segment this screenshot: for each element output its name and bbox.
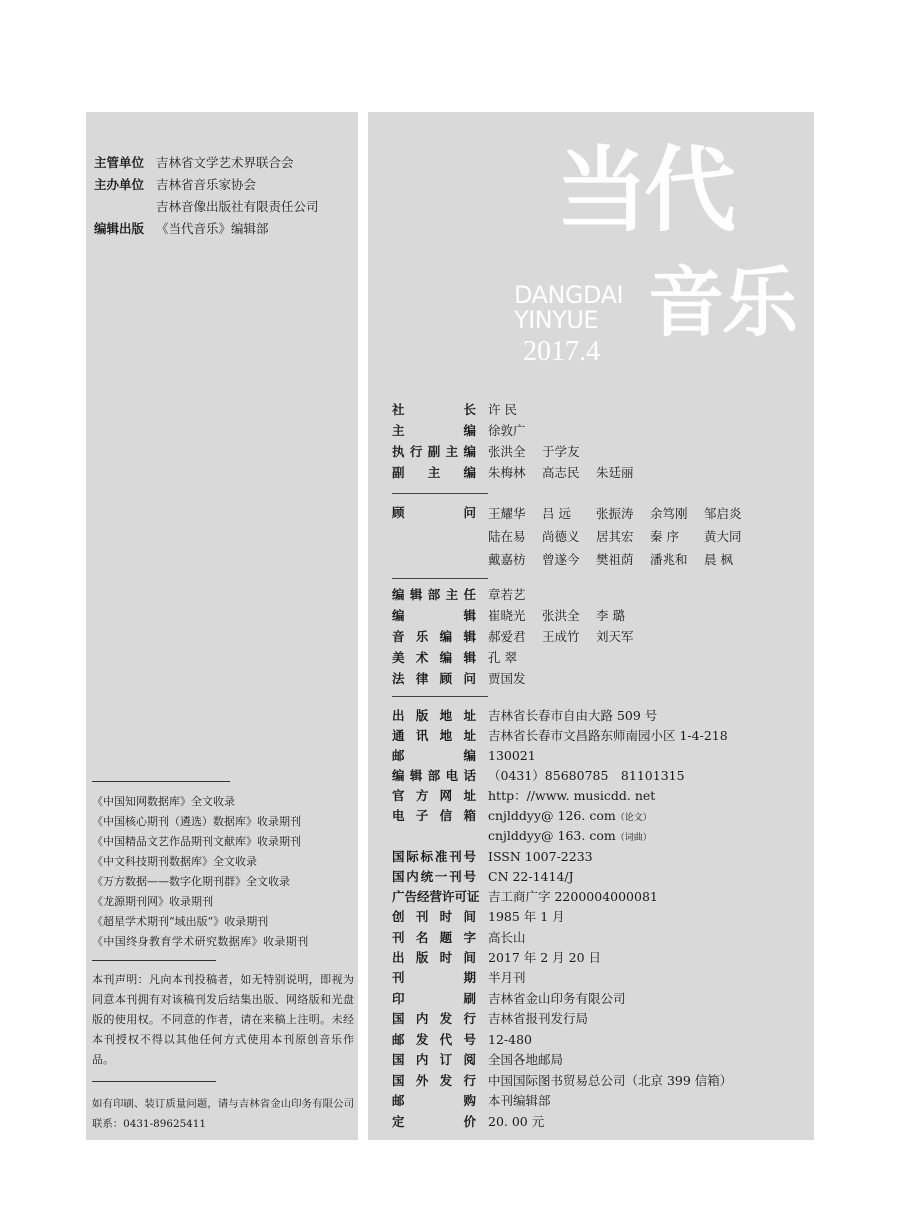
info-row [392,869,574,885]
masthead-calligraphy-bottom: 音乐 [648,258,796,347]
info-label: 国内发行 [392,1011,476,1026]
info-value: 吉林省长春市自由大路 509 号 [488,708,658,723]
staff-label: 副主编 [392,465,476,480]
info-value: 吉林省长春市文昌路东师南园小区 1-4-218 [488,728,728,743]
publisher-value: 吉林省音乐家协会 [156,177,257,192]
info-value: ISSN 1007-2233 [488,849,593,864]
info-label: 邮购 [392,1093,476,1108]
advisor-name: 戴嘉枋 [488,552,526,567]
masthead-latin-line1: DANGDAI [514,281,624,309]
divider [92,960,216,961]
advisor-name: 张振涛 [596,506,634,521]
advisor-name: 居其宏 [596,529,634,544]
info-label: 邮发代号 [392,1032,476,1047]
advisor-name: 尚德义 [542,529,580,544]
info-label: 编辑部电话 [392,768,476,783]
info-row [392,768,685,784]
advisor-name: 秦 序 [650,529,679,544]
info-label: 邮编 [392,748,476,763]
info-label: 广告经营许可证 [392,889,480,904]
info-row [392,1052,563,1068]
info-value: 中国国际图书贸易总公司（北京 399 信箱） [488,1073,733,1088]
advisor-name: 邹启炎 [704,506,742,521]
info-value: 半月刊 [488,970,526,985]
database-item: 《中国核心期刊（遴选）数据库》收录期刊 [92,815,301,828]
advisor-name: 晨 枫 [704,552,733,567]
info-label: 刊期 [392,970,476,985]
info-value: cnjlddyy@ 163. com [488,828,616,843]
info-label: 电子信箱 [392,808,476,823]
info-row [392,708,657,724]
info-row [392,1011,588,1027]
right-info-panel [368,112,814,1140]
publisher-value: 吉林音像出版社有限责任公司 [156,199,319,214]
info-label: 通讯地址 [392,728,476,743]
staff-row-advisors [392,505,758,571]
staff-label: 编辑 [392,608,476,623]
staff-name: 许 民 [488,402,517,417]
info-value: 12-480 [488,1032,532,1047]
publisher-value: 吉林省文学艺术界联合会 [156,155,294,170]
info-row [392,828,652,846]
database-item: 《超星学术期刊“域出版”》收录期刊 [92,915,269,928]
info-label: 出版时间 [392,950,476,965]
advisor-name: 陆在易 [488,529,526,544]
info-row [392,991,626,1007]
info-value: 1985 年 1 月 [488,909,565,924]
divider [92,781,230,782]
staff-row-music-editors [392,629,650,645]
info-note: （论文） [615,813,652,823]
advisor-name: 黄大同 [704,529,742,544]
info-label: 国内统一刊号 [392,869,476,884]
staff-name: 刘天军 [596,629,634,644]
database-item: 《中文科技期刊数据库》全文收录 [92,855,257,868]
info-value: 130021 [488,748,536,763]
info-row [392,849,593,865]
database-item: 《中国知网数据库》全文收录 [92,795,235,808]
info-row [392,1032,532,1048]
info-value: 20. 00 元 [488,1114,545,1129]
staff-label: 美术编辑 [392,650,476,665]
staff-label: 法律顾问 [392,671,476,686]
info-value: 全国各地邮局 [488,1052,564,1067]
info-row [392,808,652,826]
staff-name: 李 璐 [596,608,625,623]
info-value: 高长山 [488,930,526,945]
info-row [392,889,658,905]
staff-row-executive-deputy [392,444,596,460]
staff-name: 章若艺 [488,587,526,602]
staff-label: 主编 [392,423,476,438]
staff-name: 张洪全 [542,608,580,623]
info-row [392,1114,544,1130]
divider [392,578,488,579]
database-item: 《龙源期刊网》收录期刊 [92,895,213,908]
info-label: 国内订阅 [392,1052,476,1067]
info-value: 吉林省金山印务有限公司 [488,991,626,1006]
info-value: 2017 年 2 月 20 日 [488,950,602,965]
staff-name: 朱梅林 [488,465,526,480]
info-value: 本刊编辑部 [488,1093,551,1108]
info-value: cnjlddyy@ 126. com [488,808,616,823]
database-item: 《中国终身教育学术研究数据库》收录期刊 [92,935,309,948]
publisher-label: 编辑出版 [94,221,145,236]
info-row [392,950,601,966]
publisher-row-sponsor [94,177,256,193]
info-row [392,909,565,925]
publisher-row-editor [94,221,269,237]
advisor-name: 王耀华 [488,506,526,521]
staff-row-deputy-editors [392,465,650,481]
info-label: 国际标准刊号 [392,849,476,864]
advisor-name: 曾遂今 [542,552,580,567]
info-row [392,788,655,804]
info-label: 刊名题字 [392,930,476,945]
info-label: 出版地址 [392,708,476,723]
staff-label: 执行副主编 [392,444,476,459]
staff-name: 朱廷丽 [596,465,634,480]
staff-name: 崔晓光 [488,608,526,623]
staff-row-editors [392,608,650,624]
info-value: CN 22-1414/J [488,869,574,884]
info-row [392,1073,732,1089]
database-item: 《中国精品文艺作品期刊文献库》收录期刊 [92,835,301,848]
staff-label: 编辑部主任 [392,587,476,602]
divider [392,493,488,494]
staff-label: 社长 [392,402,476,417]
divider [92,1081,216,1082]
advisor-line [488,529,758,544]
info-note: （词曲） [615,833,652,843]
staff-name: 于学友 [542,444,580,459]
info-label: 创刊时间 [392,909,476,924]
issue-number: 2017.4 [523,336,600,367]
info-label: 国外发行 [392,1073,476,1088]
staff-row-president [392,402,542,418]
publisher-label: 主办单位 [94,177,145,192]
staff-name: 郝爱君 [488,629,526,644]
publisher-row-sponsor-2 [94,199,319,215]
advisor-line [488,552,758,567]
info-row [392,930,526,946]
staff-name: 孔 翠 [488,650,517,665]
divider [392,696,488,697]
advisor-name: 樊祖荫 [596,552,634,567]
info-value: （0431）85680785 81101315 [488,768,685,783]
staff-row-chief-editor [392,423,542,439]
publisher-value: 《当代音乐》编辑部 [156,221,269,236]
info-row [392,728,728,744]
info-value: 吉林省报刊发行局 [488,1011,589,1026]
info-row [392,970,526,986]
info-label: 定价 [392,1114,476,1129]
info-label: 印刷 [392,991,476,1006]
advisor-line [488,506,758,521]
info-row [392,748,536,764]
staff-row-department-head [392,587,542,603]
info-value: 吉工商广字 2200004000081 [488,889,658,904]
staff-name: 贾国发 [488,671,526,686]
copyright-statement: 本刊声明：凡向本刊投稿者，如无特别说明，即视为同意本刊拥有对该稿刊发后结集出版、网络版和光盘版的使用权。不同意的作者，请在来稿上注明。未经本刊授权不得以其他任何方式使用本刊原创音乐作品。 [92,973,354,1066]
left-info-panel [86,112,358,1140]
staff-name: 高志民 [542,465,580,480]
masthead-latin-line2: YINYUE [514,306,599,334]
staff-name: 徐敦广 [488,423,526,438]
staff-label: 音乐编辑 [392,629,476,644]
publisher-row-supervisor [94,155,294,171]
print-quality-notice: 如有印刷、装订质量问题，请与吉林省金山印务有限公司联系：0431-89625411 [92,1098,354,1130]
advisor-name: 潘兆和 [650,552,688,567]
staff-name: 张洪全 [488,444,526,459]
info-value: http：//www. musicdd. net [488,788,656,803]
advisor-name: 吕 远 [542,506,571,521]
advisor-name: 余笃刚 [650,506,688,521]
info-label: 官方网址 [392,788,476,803]
publisher-label: 主管单位 [94,155,145,170]
masthead-calligraphy-top: 当代 [556,136,733,244]
database-item: 《万方数据——数字化期刊群》全文收录 [92,875,290,888]
staff-label: 顾问 [392,505,476,520]
info-row [392,1093,551,1109]
staff-name: 王成竹 [542,629,580,644]
staff-row-art-editor [392,650,542,666]
staff-row-legal-advisor [392,671,542,687]
